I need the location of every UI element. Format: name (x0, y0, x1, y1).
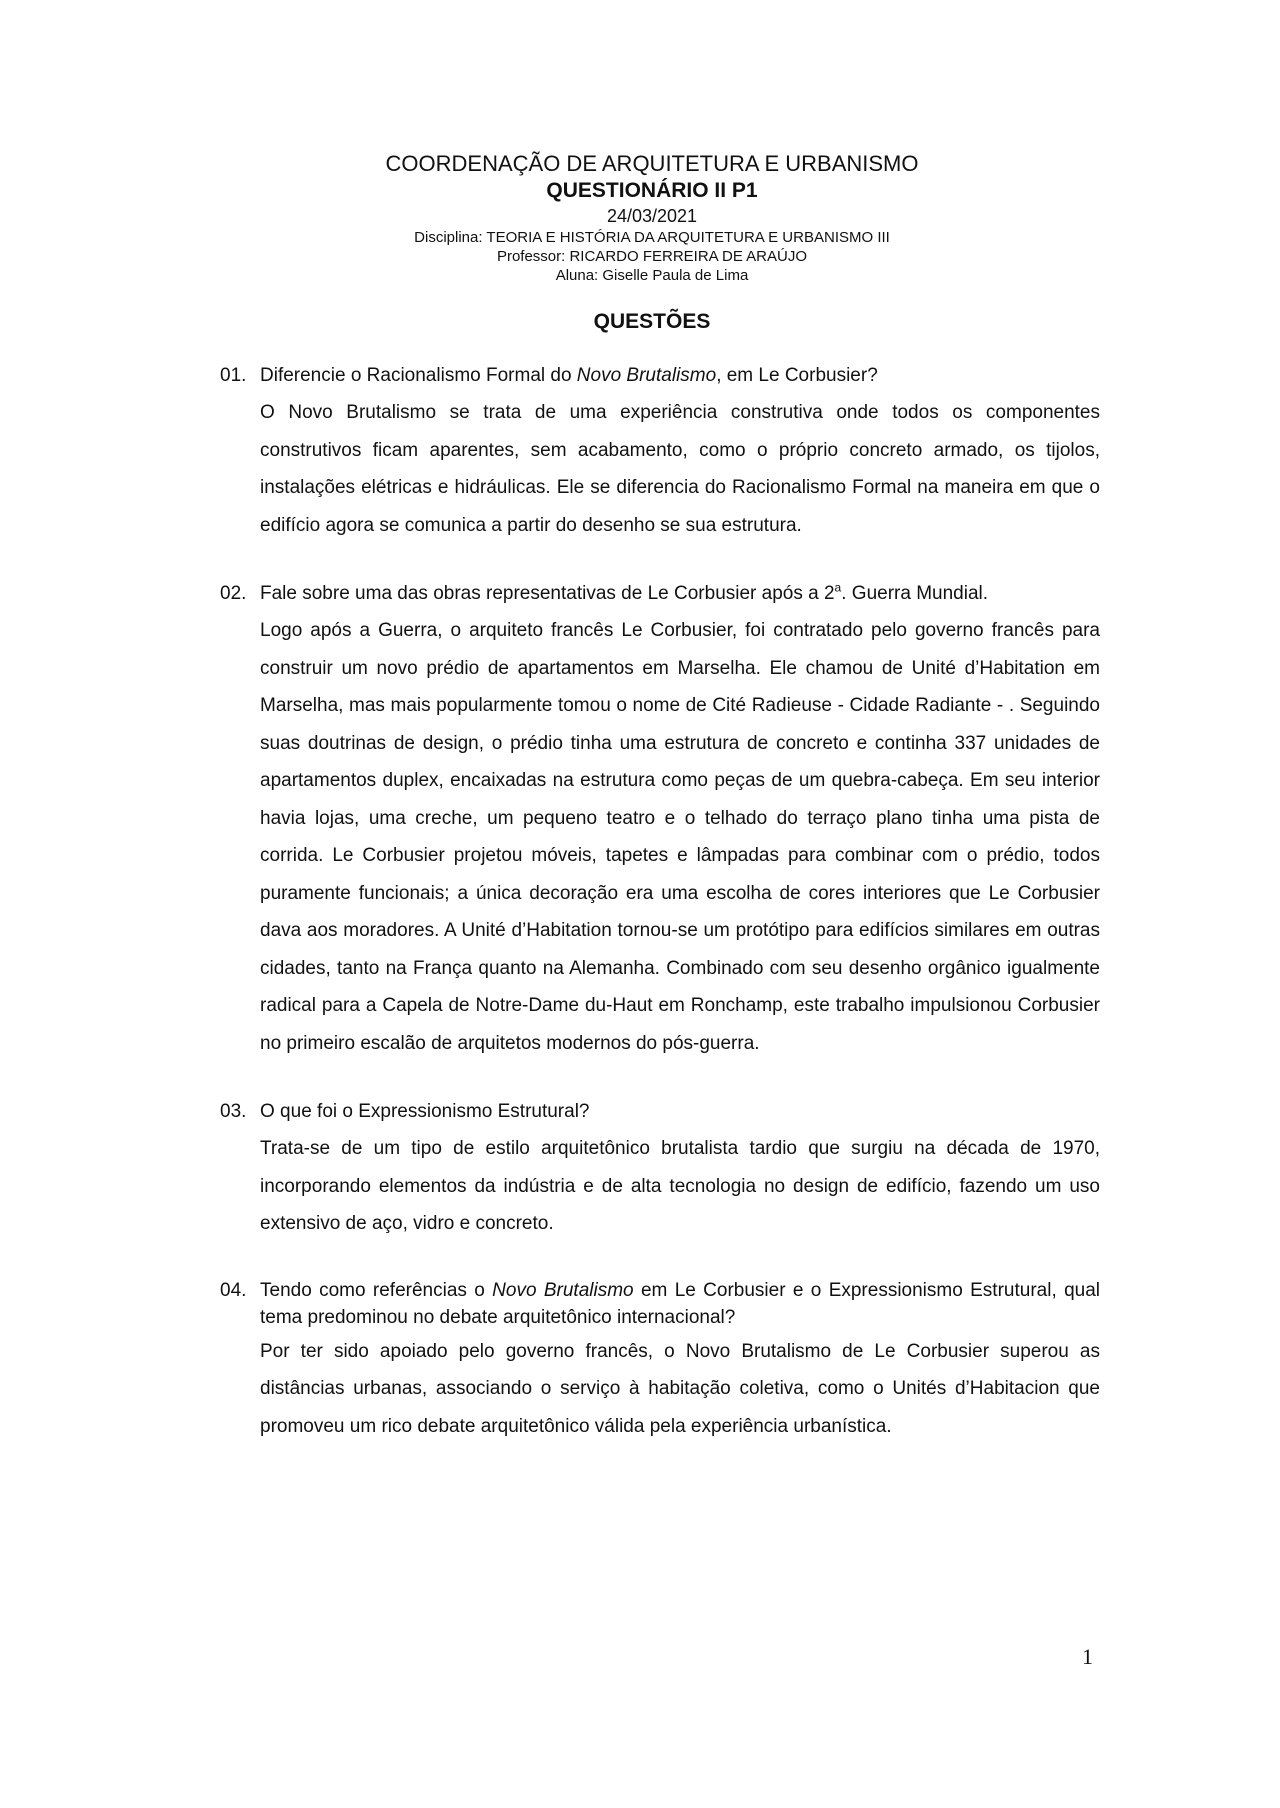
document-header (0, 150, 1280, 285)
answer-text: Trata-se de um tipo de estilo arquitetônico brutalista tardio que surgiu na década de 1970, incorporando elementos da indústria e de alta tecnologia no design de edifício, fazendo um uso extensivo de aço, vidro e concreto. (260, 1138, 1100, 1234)
question-text: O que foi o Expressionismo Estrutural? (260, 1101, 590, 1122)
questions-list (220, 362, 1100, 1479)
question-text-italic: Novo Brutalismo (492, 1279, 634, 1301)
discipline-line: Disciplina: TEORIA E HISTÓRIA DA ARQUITETURA E URBANISMO III (414, 229, 890, 246)
question-text-superscript: a (834, 580, 842, 595)
question-number: 04. (220, 1279, 247, 1301)
question-text-italic: Novo Brutalismo (576, 365, 717, 386)
question-text-part: , em Le Corbusier? (716, 365, 878, 386)
professor-line: Professor: RICARDO FERREIRA DE ARAÚJO (496, 248, 808, 265)
answer-text: O Novo Brutalismo se trata de uma experiência construtiva onde todos os componentes construtivos ficam aparentes, sem acabamento, como o próprio concreto armado, os tijolos, instalações elétricas e hidráulicas. Ele se diferencia do Racionalismo Formal na maneira em que o edifício agora se comunica a partir do desenho se sua estrutura. (260, 402, 1100, 536)
question-text-part: Diferencie o Racionalismo Formal do (260, 365, 577, 386)
question-text-part: Fale sobre uma das obras representativas de Le Corbusier após a 2 (260, 583, 835, 604)
question-4 (220, 1277, 1100, 1446)
student-line: Aluna: Giselle Paula de Lima (555, 267, 749, 284)
question-text (260, 1277, 1100, 1331)
section-title: QUESTÕES (593, 310, 711, 333)
question-number: 03. (220, 1101, 247, 1122)
question-text-part: . Guerra Mundial. (841, 583, 989, 604)
question-1 (220, 362, 1100, 544)
question-3 (220, 1098, 1100, 1243)
question-number: 01. (220, 365, 247, 386)
question-text (260, 362, 1100, 390)
question-2 (220, 580, 1100, 1062)
answer-text: Por ter sido apoiado pelo governo francês, o Novo Brutalismo de Le Corbusier superou as distâncias urbanas, associando o serviço à habitação coletiva, como o Unités d’Habitacion que promoveu um rico debate arquitetônico válida pela experiência urbanística. (260, 1340, 1100, 1437)
question-text-part: em Le Corbusier e o Expressionismo Estrutural, qual tema predominou no debate arquitetônico internacional? (260, 1279, 1100, 1328)
document-date: 24/03/2021 (606, 206, 698, 226)
question-text (260, 580, 1100, 608)
question-text-part: Tendo como referências o (260, 1279, 493, 1301)
organization-name: COORDENAÇÃO DE ARQUITETURA E URBANISMO (385, 151, 919, 176)
answer-text: Logo após a Guerra, o arquiteto francês Le Corbusier, foi contratado pelo governo francês para construir um novo prédio de apartamentos em Marselha. Ele chamou de Unité d’Habitation em Marselha, mas mais popularmente tomou o nome de Cité Radieuse - Cidade Radiante - . Seguindo suas doutrinas de design, o prédio tinha uma estrutura de concreto e continha 337 unidades de apartamentos duplex, encaixadas na estrutura como peças de um quebra-cabeça. Em seu interior havia lojas, uma creche, um pequeno teatro e o telhado do terraço plano tinha uma pista de corrida. Le Corbusier projetou móveis, tapetes e lâmpadas para combinar com o prédio, todos puramente funcionais; a única decoração era uma escolha de cores interiores que Le Corbusier dava aos moradores. A Unité d’Habitation tornou-se um protótipo para edifícios similares em outras cidades, tanto na França quanto na Alemanha. Combinado com seu desenho orgânico igualmente radical para a Capela de Notre-Dame du-Haut em Ronchamp, este trabalho impulsionou Corbusier no primeiro escalão de arquitetos modernos do pós-guerra. (260, 620, 1100, 1054)
page-number: 1 (1082, 1644, 1093, 1669)
document-title: QUESTIONÁRIO II P1 (546, 179, 758, 202)
question-number: 02. (220, 583, 247, 604)
